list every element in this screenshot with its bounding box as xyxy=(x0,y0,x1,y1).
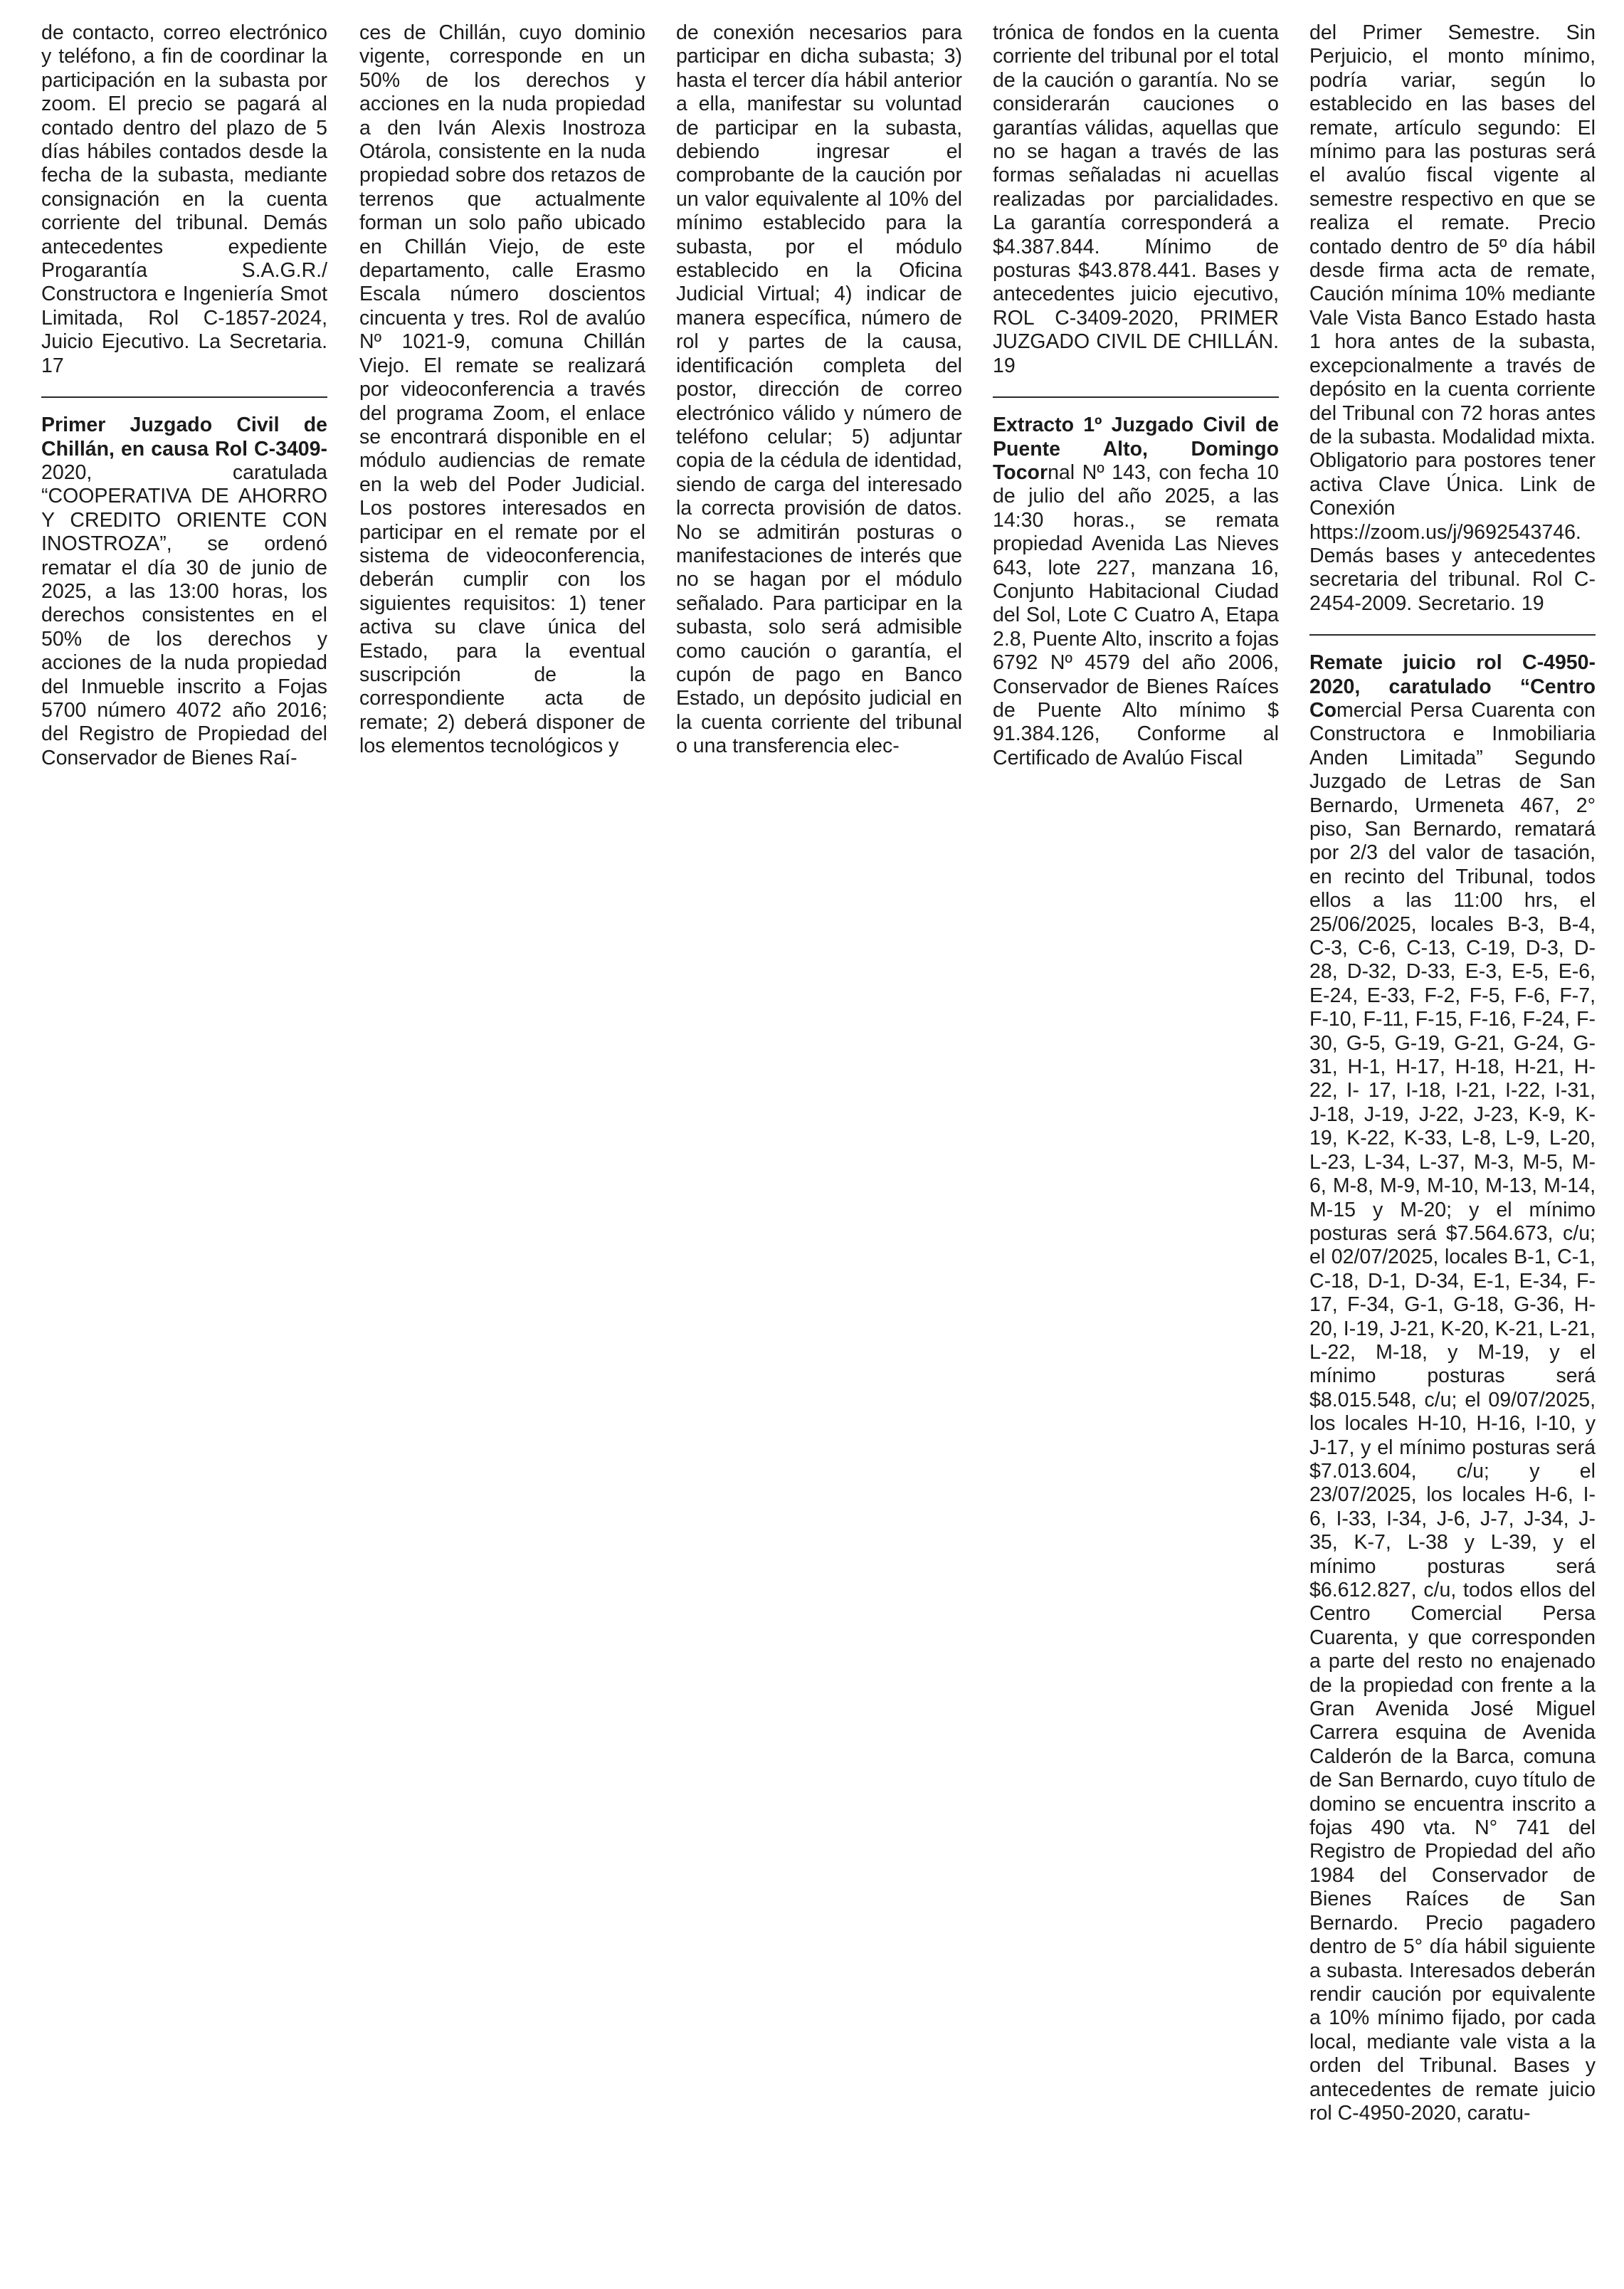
notice-text: de conexión necesarios para participar en dicha subasta; 3) hasta el tercer día hábil anterior a ella, manifestar su voluntad de participar en la subasta, debiendo ingresar el comprobante de la caución por un valor equivalente al 10% del mínimo establecido para la subasta, por el módulo establecido en la Oficina Judicial Virtual; 4) indicar de manera específica, número de rol y partes de la causa, identificación completa del postor, dirección de correo electrónico válido y número de teléfono celular; 5) adjuntar copia de la cédula de identidad, siendo de carga del interesado la correcta provisión de datos. No se admitirán posturas o manifestaciones de interés que no se hagan por el módulo señalado. Para participar en la subasta, solo será admisible como caución o garantía, el cupón de pago en Banco Estado, un depósito judicial en la cuenta corriente del tribunal o una transferencia elec- xyxy=(676,21,962,758)
column-1 xyxy=(41,21,327,770)
notice-text: del Primer Semestre. Sin Perjuicio, el monto mínimo, podría variar, según lo establecido en las bases del remate, artículo segundo: El mínimo para las posturas será el avalúo fiscal vigente al semestre respectivo en que se realiza el remate. Precio contado dentro de 5º día hábil desde firma acta de remate, Caución mínima 10% mediante Vale Vista Banco Estado hasta 1 hora antes de la subasta, excepcionalmente a través de depósito en la cuenta corriente del Tribunal con 72 horas antes de la subasta. Modalidad mixta. Obligatorio para postores tener activa Clave Única. Link de Conexión https://zoom.us/j/9692543746. Demás bases y antecedentes secretaria del tribunal. Rol C-2454-2009. Secretario. 19 xyxy=(1309,21,1596,615)
notice-text: ces de Chillán, cuyo dominio vigente, corresponde en un 50% de los derechos y acciones en la nuda propiedad a den Iván Alexis Inostroza Otárola, consistente en la nuda propiedad sobre dos retazos de terrenos que actualmente forman un solo paño ubicado en Chillán Viejo, de este departamento, calle Erasmo Escala número doscientos cincuenta y tres. Rol de avalúo Nº 1021-9, comuna Chillán Viejo. El remate se realizará por videoconferencia a través del programa Zoom, el enlace se encontrará disponible en el módulo audiencias de remate en la web del Poder Judicial. Los postores interesados en participar en el remate por el sistema de videoconferencia, deberán cumplir con los siguientes requisitos: 1) tener activa su clave única del Estado, para la eventual suscripción de la correspondiente acta de remate; 2) deberá disponer de los elementos tecnológicos y xyxy=(359,21,645,758)
notice-heading: Remate juicio rol C-4950-2020, caratulado “Centro Co xyxy=(1309,651,1596,722)
notice-text xyxy=(41,414,327,770)
notice-text xyxy=(1309,651,1596,2125)
column-5 xyxy=(1309,21,1596,2125)
notice-text: trónica de fondos en la cuenta corriente del tribunal por el total de la caución o garantía. No se considerarán cauciones o garantías válidas, aquellas que no se hagan a través de las formas señaladas ni acuellas realizadas por parcialidades. La garantía corresponderá a $4.387.844. Mínimo de posturas $43.878.441. Bases y antecedentes juicio ejecutivo, ROL C-3409-2020, PRIMER JUZGADO CIVIL DE CHILLÁN. 19 xyxy=(993,21,1279,377)
notice-body: mercial Persa Cuarenta con Constructora e Inmobiliaria Anden Limitada” Segundo Juzgado de Letras de San Bernardo, Urmeneta 467, 2° piso, San Bernardo, rematará por 2/3 del valor de tasación, en recinto del Tribunal, todos ellos a las 11:00 hrs, el 25/06/2025, locales B-3, B-4, C-3, C-6, C-13, C-19, D-3, D-28, D-32, D-33, E-3, E-5, E-6, E-24, E-33, F-2, F-5, F-6, F-7, F-10, F-11, F-15, F-16, F-24, F-30, G-5, G-19, G-21, G-24, G-31, H-1, H-17, H-18, H-21, H-22, I- 17, I-18, I-21, I-22, I-31, J-18, J-19, J-22, J-23, K-9, K-19, K-22, K-33, L-8, L-9, L-20, L-23, L-34, L-37, M-3, M-5, M-6, M-8, M-9, M-10, M-13, M-14, M-15 y M-20; y el mínimo posturas será $7.564.673, c/u; el 02/07/2025, locales B-1, C-1, C-18, D-1, D-34, E-1, E-34, F-17, F-34, G-1, G-18, G-36, H-20, I-19, J-21, K-20, K-21, L-21, L-22, M-18, y M-19, y el mínimo posturas será $8.015.548, c/u; el 09/07/2025, los locales H-10, H-16, I-10, y J-17, y el mínimo posturas será $7.013.604, c/u; y el 23/07/2025, los locales H-6, I-6, I-33, I-34, J-6, J-7, J-34, J- 35, K-7, L-38 y L-39, y el mínimo posturas será $6.612.827, c/u, todos ellos del Centro Comercial Persa Cuarenta, y que corresponden a parte del resto no enajenado de la propiedad con frente a la Gran Avenida José Miguel Carrera esquina de Avenida Calderón de la Barca, comuna de San Bernardo, cuyo título de domino se encuentra inscrito a fojas 490 vta. N° 741 del Registro de Propiedad del año 1984 del Conservador de Bienes Raíces de San Bernardo. Precio pagadero dentro de 5° día hábil siguiente a subasta. Interesados deberán rendir caución por equivalente a 10% mínimo fijado, por cada local, mediante vale vista a la orden del Tribunal. Bases y antecedentes de remate juicio rol C-4950-2020, caratu- xyxy=(1309,698,1596,2125)
notice-heading: Extracto 1º Juzgado Civil de Puente Alto, Domingo Tocor xyxy=(993,414,1279,484)
notice-heading: Primer Juzgado Civil de Chillán, en causa Rol C-3409- xyxy=(41,414,327,461)
column-2 xyxy=(359,21,645,759)
notice-divider xyxy=(41,396,327,398)
column-3 xyxy=(676,21,962,759)
notice-text xyxy=(993,414,1279,770)
notice-body: nal Nº 143, con fecha 10 de julio del año 2025, a las 14:30 horas., se remata propiedad Avenida Las Nieves 643, lote 227, manzana 16, Conjunto Habitacional Ciudad del Sol, Lote C Cuatro A, Etapa 2.8, Puente Alto, inscrito a fojas 6792 Nº 4579 del año 2006, Conservador de Bienes Raíces de Puente Alto mínimo $ 91.384.126, Conforme al Certificado de Avalúo Fiscal xyxy=(993,461,1279,769)
notice-divider xyxy=(1309,634,1596,636)
notice-divider xyxy=(993,396,1279,398)
notice-text: de contacto, correo electrónico y teléfono, a fin de coordinar la participación en la subasta por zoom. El precio se pagará al contado dentro del plazo de 5 días hábiles contados desde la fecha de la subasta, mediante consignación en la cuenta corriente del tribunal. Demás antecedentes expediente Progarantía S.A.G.R./ Constructora e Ingeniería Smot Limitada, Rol C-1857-2024, Juicio Ejecutivo. La Secretaria. 17 xyxy=(41,21,327,377)
column-4 xyxy=(993,21,1279,770)
notice-body: 2020, caratulada “COOPERATIVA DE AHORRO Y CREDITO ORIENTE CON INOSTROZA”, se ordenó rematar el día 30 de junio de 2025, a las 13:00 horas, los derechos consistentes en el 50% de los derechos y acciones de la nuda propiedad del Inmueble inscrito a Fojas 5700 número 4072 año 2016; del Registro de Propiedad del Conservador de Bienes Raí- xyxy=(41,461,327,769)
